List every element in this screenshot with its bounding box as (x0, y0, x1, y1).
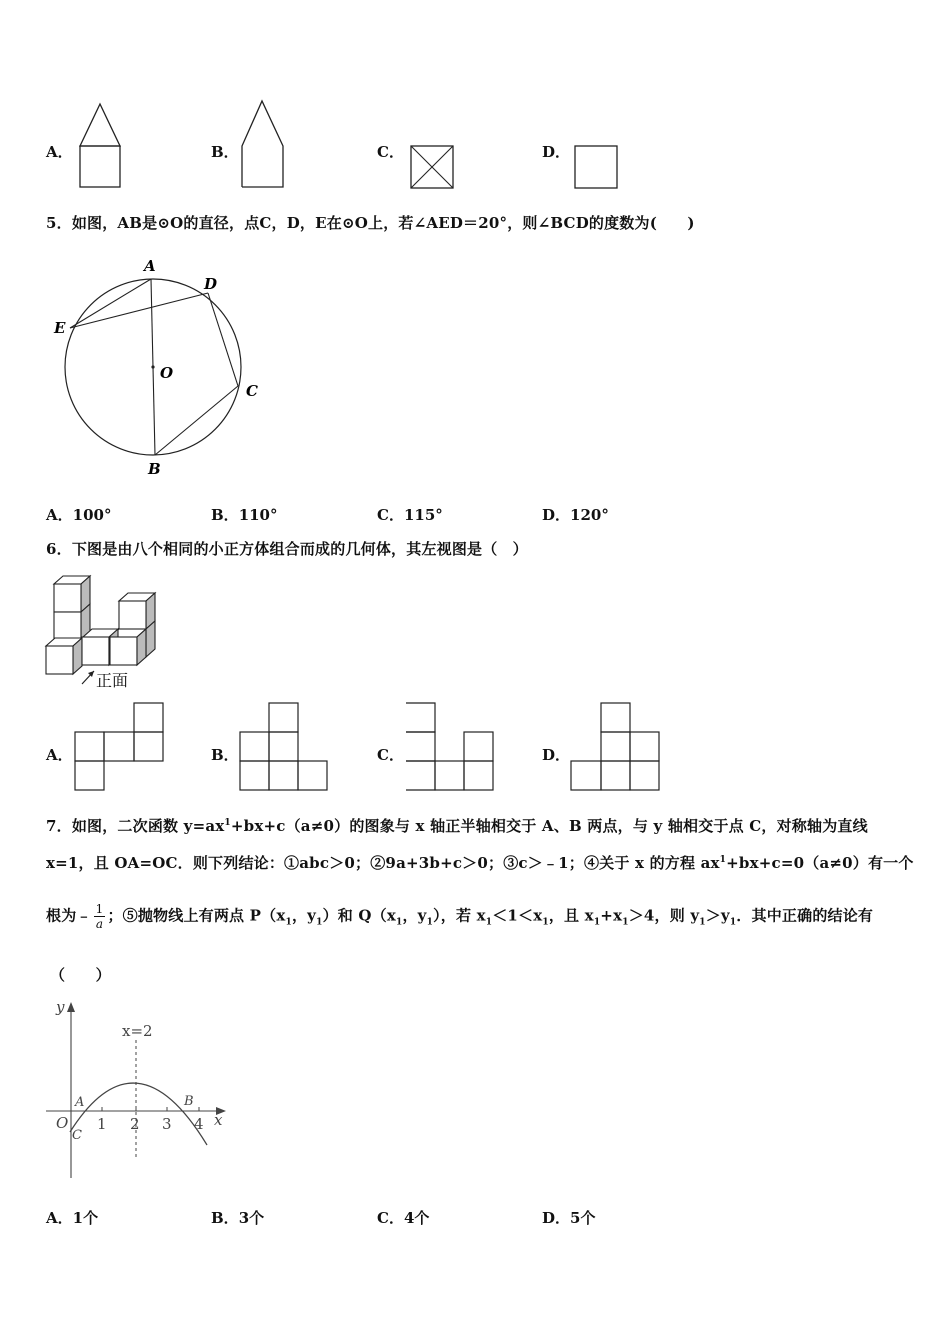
q7-parabola-graph (44, 998, 234, 1183)
q7-option-c-letter: C． (377, 1209, 404, 1227)
tick-1: 1 (97, 1115, 107, 1133)
q7-option-d-letter: D． (542, 1209, 571, 1227)
q4-option-d-letter[interactable]: D． (542, 143, 571, 161)
q6-stem: 6．下图是由八个相同的小正方体组合而成的几何体，其左视图是（ ） (46, 540, 528, 558)
point-c-label: C (72, 1128, 82, 1143)
q4-option-a-letter[interactable]: A． (46, 143, 73, 161)
label-e: E (54, 319, 66, 337)
center-point (151, 365, 154, 368)
q7-option-b-text: 3个 (238, 1209, 265, 1227)
q7-line-4: （ ） (50, 966, 111, 984)
q7-option-d-text: 5个 (570, 1209, 596, 1227)
q5-option-b-text: 110° (238, 506, 278, 524)
q4-option-d-figure (573, 144, 619, 190)
q4-option-c-figure (409, 144, 455, 190)
q6-front-label: 正面 (96, 671, 129, 690)
q7-line-1: 7．如图，二次函数 $y=ax^1+bx+c(a\ne 0)$的图象与 x 轴正半轴相交于 A、B 两点，与 y 轴相交于点 C，对称轴为直线 (46, 817, 868, 835)
label-d: D (204, 275, 218, 293)
q4-option-b-figure (240, 98, 288, 190)
q7-option-c-text: 4个 (403, 1209, 430, 1227)
q6-option-c-figure (404, 702, 496, 792)
q5-option-d[interactable] (542, 504, 609, 525)
q7-option-a-text: 1个 (72, 1209, 99, 1227)
q5-circle-figure (50, 255, 270, 480)
tick-2: 2 (130, 1115, 140, 1133)
q5-option-d-text: 120° (570, 506, 609, 524)
q6-option-a-letter[interactable]: A． (46, 746, 73, 764)
point-b-label: B (184, 1094, 194, 1109)
q4-option-c-letter[interactable]: C． (377, 143, 404, 161)
x-label: x (214, 1111, 223, 1129)
q7-option-a-letter: A． (46, 1209, 73, 1227)
q6-option-d-letter[interactable]: D． (542, 746, 571, 764)
point-a-label: A (75, 1095, 85, 1110)
q5-option-b-letter: B． (211, 506, 239, 524)
q5-option-d-letter: D． (542, 506, 571, 524)
q7-option-b[interactable] (211, 1207, 264, 1228)
q7-line-3: 根为﹣ $\frac{1}{a}$ ；⑤抛物线上有两点 $P(x_1$，$y_1$）和 $Q(x_1$，$y_1$），若 $x_1<1<x_1$，且 $x_1+x_1>4$，则 $y_1>y_1$．其中正确的结论有 (46, 902, 874, 931)
q7-option-c[interactable] (377, 1207, 429, 1228)
tick-3: 3 (162, 1115, 172, 1133)
q6-option-a-figure (73, 702, 165, 792)
q5-stem: 5．如图，AB是⊙O的直径，点C，D，E在⊙O上，若∠AED＝20°，则∠BCD的度数为( ) (46, 214, 695, 232)
q5-option-a[interactable] (46, 504, 111, 525)
q5-option-b[interactable] (211, 504, 278, 525)
q7-option-d[interactable] (542, 1207, 595, 1228)
label-c: C (246, 382, 258, 400)
q5-option-c-letter: C． (377, 506, 404, 524)
origin-label: O (56, 1114, 69, 1132)
y-label: y (56, 998, 65, 1016)
q7-option-a[interactable] (46, 1207, 98, 1228)
label-o: O (160, 364, 174, 382)
q7-line-2: x=1，且 OA=OC．则下列结论：①abc＞0；②9a+3b+c＞0；③c＞﹣1；④关于 x 的方程 $ax^1+bx+c=0(a\ne 0)$有一个 (46, 854, 914, 872)
symmetry-label: x=2 (122, 1022, 153, 1040)
q6-option-d-figure (569, 702, 664, 792)
q4-option-b-letter[interactable]: B． (211, 143, 239, 161)
q5-option-c-text: 115° (403, 506, 443, 524)
q5-option-c[interactable] (377, 504, 443, 525)
q5-option-a-letter: A． (46, 506, 73, 524)
fraction-1-over-a: $\frac{1}{a}$ (95, 902, 104, 931)
q7-option-b-letter: B． (211, 1209, 239, 1227)
q6-option-b-letter[interactable]: B． (211, 746, 239, 764)
q5-option-a-text: 100° (72, 506, 112, 524)
q6-option-c-letter[interactable]: C． (377, 746, 404, 764)
q6-option-b-figure (238, 702, 330, 792)
label-a: A (144, 257, 156, 275)
label-b: B (148, 460, 161, 478)
tick-4: 4 (194, 1115, 204, 1133)
q4-option-a-figure (78, 100, 124, 190)
